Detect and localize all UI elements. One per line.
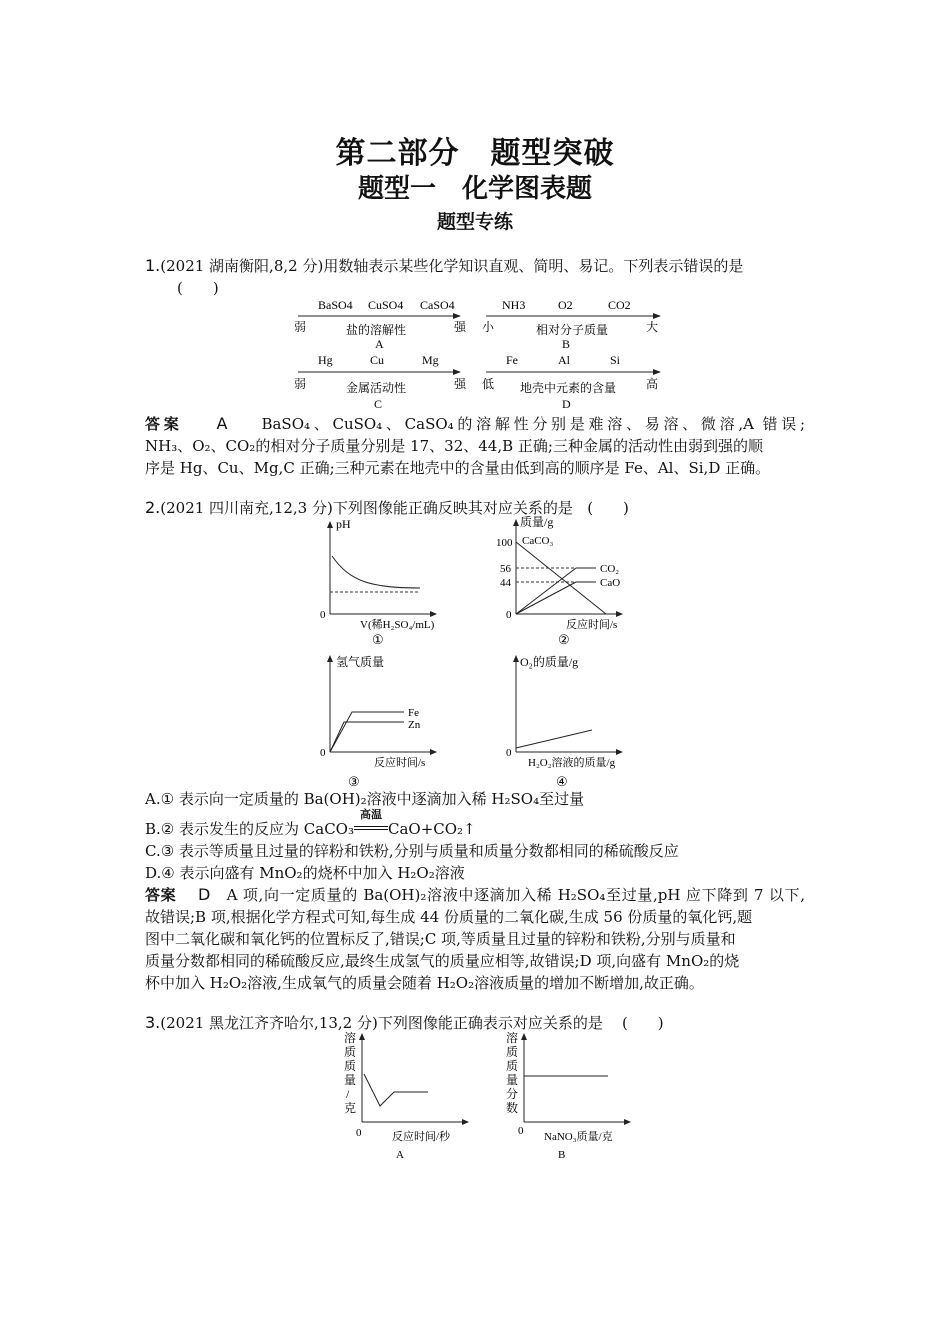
axis-C-item-3: Mg: [422, 353, 439, 367]
axis-C-right: 强: [454, 377, 467, 391]
question-2-explanation-line-1: 答案 D A 项,向一定质量的 Ba(OH)₂溶液中逐滴加入稀 H₂SO₄至过量,pH 应下降到 7 以下,: [145, 885, 805, 904]
graph-2-origin: 0: [506, 609, 512, 621]
axis-B-item-3: CO2: [608, 298, 631, 312]
question-3-graphs: [336, 1030, 636, 1162]
question-2-stem: 2.(2021 四川南充,12,3 分)下列图像能正确反映其对应关系的是 ( ): [145, 498, 629, 517]
axis-A-item-1: BaSO4: [318, 298, 353, 312]
graph-2: [496, 516, 622, 647]
graph-2-mark: ②: [558, 632, 570, 647]
graph-b-origin: 0: [518, 1125, 524, 1137]
question-2-explanation-line-3: 图中二氧化碳和氧化钙的位置标反了,错误;C 项,等质量且过量的锌粉和铁粉,分别与质量和: [145, 930, 736, 948]
graph-b-ylabel-2: 质: [506, 1045, 519, 1059]
axis-D-item-3: Si: [610, 353, 621, 367]
question-2-source: (2021 四川南充,12,3 分): [160, 499, 333, 517]
graph-2-tick-56: 56: [500, 563, 511, 575]
axis-B-right: 大: [646, 320, 659, 334]
graph-a-ylabel-4: 量: [344, 1073, 357, 1087]
graph-b-ylabel-6: 数: [506, 1101, 519, 1115]
section-title: 题型一 化学图表题: [357, 174, 592, 204]
axis-D: [482, 353, 660, 411]
question-1-number-lines: [290, 296, 670, 414]
graph-2-series-co2: CO₂: [600, 563, 620, 575]
axis-B: [482, 298, 660, 351]
graph-2-tick-100: 100: [496, 537, 513, 549]
question-2-explanation-line-4: 质量分数都相同的稀硫酸反应,最终生成氢气的质量应相等,故错误;D 项,向盛有 MnO₂的烧: [145, 952, 740, 970]
graph-3-line-fe: [330, 712, 404, 752]
graph-4-mark: ④: [556, 774, 568, 789]
graph-1-ylabel: pH: [336, 517, 351, 531]
graph-2-line-co2: [516, 568, 576, 614]
axis-C-item-1: Hg: [318, 353, 333, 367]
axis-A-item-3: CaSO4: [420, 298, 455, 312]
axis-B-caption: 相对分子质量: [536, 323, 609, 337]
question-1-source: (2021 湖南衡阳,8,2 分): [160, 257, 324, 275]
graph-1-curve: [332, 556, 420, 588]
axis-A-right: 强: [454, 320, 467, 334]
graph-2-series-caco3: CaCO₃: [522, 535, 554, 547]
question-1-explanation-line-2: NH₃、O₂、CO₂的相对分子质量分别是 17、32、44,B 正确;三种金属的活动性由弱到强的顺: [145, 437, 763, 455]
graph-1-mark: ①: [372, 632, 384, 647]
axis-A-item-2: CuSO4: [368, 298, 404, 312]
axis-B-letter: B: [562, 337, 571, 351]
reaction-arrow: [354, 808, 388, 840]
graph-a-ylabel-3: 质: [344, 1059, 357, 1073]
question-1-explanation-line-3: 序是 Hg、Cu、Mg,C 正确;三种元素在地壳中的含量由低到高的顺序是 Fe、Al、Si,D 正确。: [145, 459, 771, 477]
graph-3-mark: ③: [348, 774, 360, 789]
question-1-explanation-line-1: 答案 A BaSO₄、CuSO₄、CaSO₄的溶解性分别是难溶、易溶、微溶,A 错误;: [145, 414, 805, 433]
axis-B-item-2: O2: [558, 298, 573, 312]
subsection-title: 题型专练: [436, 211, 513, 233]
answer-label: 答案: [145, 886, 177, 904]
graph-4-xlabel: H₂O₂溶液的质量/g: [528, 757, 616, 769]
part-title: 第二部分 题型突破: [335, 136, 615, 171]
graph-3-series-fe: Fe: [408, 707, 419, 719]
question-2-explanation-line-5: 杯中加入 H₂O₂溶液,生成氧气的质量会随着 H₂O₂溶液质量的增加不断增加,故正确。: [145, 974, 704, 992]
graph-b-xlabel: NaNO₃质量/克: [544, 1131, 613, 1143]
graph-2-ylabel: 质量/g: [520, 516, 554, 529]
graph-3: [320, 654, 436, 789]
graph-3-origin: 0: [320, 747, 326, 759]
graph-4-origin: 0: [506, 747, 512, 759]
answer-letter: A: [216, 414, 228, 433]
graph-a-ylabel-5: /: [346, 1087, 350, 1101]
axis-D-item-2: Al: [558, 353, 570, 367]
graph-1-origin: 0: [320, 609, 326, 621]
graph-b-ylabel-4: 量: [506, 1073, 519, 1087]
graph-a-ylabel-2: 质: [344, 1045, 357, 1059]
graph-1-xlabel: V(稀H₂SO₄/mL): [360, 619, 435, 631]
axis-B-left: 小: [482, 320, 495, 334]
graph-a-line: [364, 1074, 428, 1106]
reaction-condition: 高温: [359, 808, 382, 821]
axis-D-item-1: Fe: [506, 353, 518, 367]
axis-C-item-2: Cu: [370, 353, 385, 367]
graph-4-ylabel: O₂的质量/g: [520, 655, 579, 669]
graph-b-ylabel-3: 质: [506, 1059, 519, 1073]
graph-a-origin: 0: [356, 1127, 362, 1139]
graph-4: [506, 654, 622, 789]
question-1-answer-bracket: ( ): [177, 279, 219, 297]
graph-2-series-cao: CaO: [600, 577, 621, 589]
graph-b-ylabel-5: 分: [506, 1087, 519, 1101]
graph-4-line: [516, 730, 592, 748]
graph-a-mark: A: [396, 1149, 404, 1161]
question-2-option-c: C.③ 表示等质量且过量的锌粉和铁粉,分别与质量和质量分数都相同的稀硫酸反应: [145, 842, 679, 860]
answer-label: 答案: [145, 415, 183, 433]
graph-2-xlabel: 反应时间/s: [566, 619, 618, 631]
graph-a-ylabel-1: 溶: [344, 1031, 357, 1045]
axis-D-right: 高: [646, 377, 659, 391]
question-2-graphs: [310, 516, 650, 792]
graph-3-xlabel: 反应时间/s: [374, 757, 426, 769]
axis-C: [294, 353, 467, 411]
axis-D-left: 低: [482, 377, 495, 391]
axis-C-left: 弱: [294, 377, 307, 391]
graph-b-ylabel-1: 溶: [506, 1031, 519, 1045]
question-2-option-d: D.④ 表示向盛有 MnO₂的烧杯中加入 H₂O₂溶液: [145, 864, 465, 882]
graph-b: [506, 1030, 630, 1161]
axis-A: [294, 298, 467, 351]
graph-a-xlabel: 反应时间/秒: [392, 1131, 451, 1143]
question-2-option-a: A.① 表示向一定质量的 Ba(OH)₂溶液中逐滴加入稀 H₂SO₄至过量: [145, 790, 585, 808]
graph-3-line-zn: [330, 722, 404, 752]
axis-C-letter: C: [374, 397, 383, 411]
question-3-source: (2021 黑龙江齐齐哈尔,13,2 分): [160, 1014, 378, 1032]
graph-b-mark: B: [558, 1149, 566, 1161]
graph-a: [344, 1030, 468, 1161]
question-2-explanation-line-2: 故错误;B 项,根据化学方程式可知,每生成 44 份质量的二氧化碳,生成 56 份质量的氧化钙,题: [145, 908, 753, 926]
question-2-option-b: B.② 表示发生的反应为 CaCO₃ 高温 CaO+CO₂↑: [145, 818, 476, 840]
axis-D-letter: D: [562, 397, 571, 411]
graph-2-tick-44: 44: [500, 577, 511, 589]
axis-A-letter: A: [375, 337, 384, 351]
question-1-stem: 1.(2021 湖南衡阳,8,2 分)用数轴表示某些化学知识直观、简明、易记。下列表示错误的是: [145, 256, 744, 275]
axis-B-item-1: NH3: [502, 298, 526, 312]
answer-letter: D: [198, 885, 211, 904]
axis-A-left: 弱: [294, 320, 307, 334]
graph-1: [320, 517, 436, 647]
question-3-stem: 3.(2021 黑龙江齐齐哈尔,13,2 分)下列图像能正确表示对应关系的是 ( ): [145, 1013, 664, 1032]
axis-D-caption: 地壳中元素的含量: [520, 381, 617, 395]
graph-a-ylabel-6: 克: [344, 1101, 357, 1115]
axis-C-caption: 金属活动性: [346, 381, 407, 395]
graph-2-line-cao: [516, 582, 576, 614]
graph-3-ylabel: 氢气质量: [336, 655, 385, 669]
axis-A-caption: 盐的溶解性: [346, 323, 407, 337]
graph-3-series-zn: Zn: [408, 719, 421, 731]
